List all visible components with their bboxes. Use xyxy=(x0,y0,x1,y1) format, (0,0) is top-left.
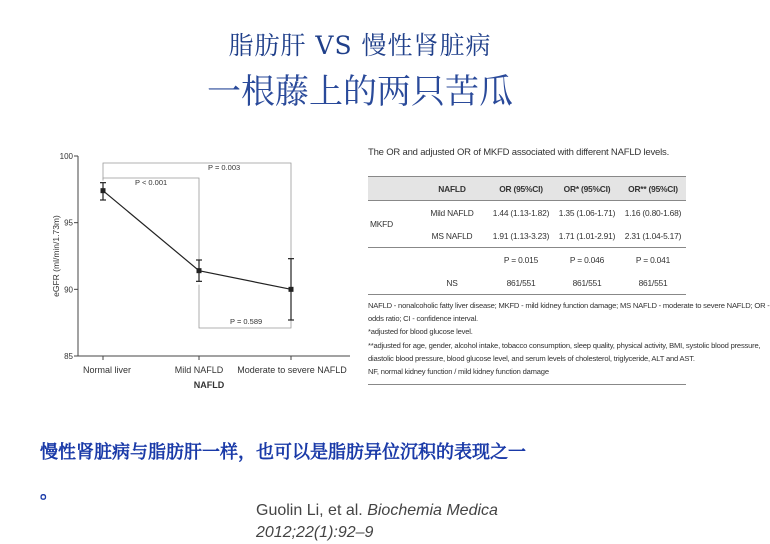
table-header-cell: NAFLD xyxy=(416,177,488,201)
series-line xyxy=(103,191,291,290)
table-note: **adjusted for age, gender, alcohol intake, tobacco consumption, sleep quality, physical activity, BMI, systolic blood pressure, xyxy=(368,340,761,350)
chart-axes xyxy=(78,156,350,356)
chart-y-axis-label: eGFR (ml/min/1.73m) xyxy=(51,215,61,297)
citation xyxy=(256,500,498,544)
table-cell: 1.71 (1.01-2.91) xyxy=(554,224,620,248)
table-row xyxy=(368,224,686,248)
chart-x-labels xyxy=(83,365,347,375)
table-cell: 2.31 (1.04-5.17) xyxy=(620,224,686,248)
y-tick-label: 85 xyxy=(64,352,73,361)
x-tick-label: Normal liver xyxy=(82,365,132,375)
table-cell: 1.44 (1.13-1.82) xyxy=(492,207,550,218)
chart-y-ticks xyxy=(60,152,291,361)
table-cell: P = 0.041 xyxy=(635,254,671,265)
table-header-cell: OR (95%CI) xyxy=(488,177,554,201)
table-note: *adjusted for blood glucose level. xyxy=(368,327,473,337)
y-tick-label: 90 xyxy=(64,285,73,295)
citation-journal: Biochemia Medica xyxy=(367,502,498,519)
p-bracket-normal-mild xyxy=(103,178,199,261)
table-cell: 861/551 xyxy=(554,271,620,295)
table-row xyxy=(368,248,686,272)
slide-title: 脂肪肝 VS 慢性肾脏病 xyxy=(228,31,492,60)
chart-series xyxy=(100,183,294,320)
table-note: diastolic blood pressure, blood glucose level, and serum levels of cholesterol, triglyceride, ALT and AST. xyxy=(368,353,695,363)
table-cell: MS NAFLD xyxy=(416,224,488,248)
data-point xyxy=(101,188,106,193)
slide-subtitle: 一根藤上的两只苦瓜 xyxy=(207,72,513,112)
table-cell: NS xyxy=(416,271,488,295)
citation-ref: 2012;22(1):92–9 xyxy=(256,524,374,541)
table-header-cell: OR* (95%CI) xyxy=(554,177,620,201)
table-cell: P = 0.046 xyxy=(569,254,605,265)
table-cell: 861/551 xyxy=(620,271,686,295)
table-cell xyxy=(368,271,416,295)
table-header-row xyxy=(368,177,686,201)
p-value-label: P < 0.001 xyxy=(135,178,168,187)
x-tick-label: Moderate to severe NAFLD xyxy=(237,365,347,375)
table-group-label: MKFD xyxy=(368,201,416,248)
p-value-label: P = 0.589 xyxy=(230,317,263,326)
table-cell xyxy=(416,248,488,272)
conclusion-text-end: 。 xyxy=(40,482,58,503)
table-note: odds ratio; CI - confidence interval. xyxy=(368,314,478,324)
table-row xyxy=(368,271,686,295)
y-tick-label: 100 xyxy=(59,152,73,161)
data-point xyxy=(197,268,202,273)
or-table xyxy=(368,176,686,295)
table-caption: The OR and adjusted OR of MKFD associated with different NAFLD levels. xyxy=(368,147,670,158)
chart-x-axis-label: NAFLD xyxy=(193,380,225,390)
table-cell xyxy=(368,248,416,272)
table-bottom-rule xyxy=(368,378,686,385)
chart-p-brackets xyxy=(103,163,291,328)
table-note: NAFLD - nonalcoholic fatty liver disease; MKFD - mild kidney function damage; MS NAFLD - moderate to severe NAFLD; OR - xyxy=(368,301,770,310)
table-cell: 1.16 (0.80-1.68) xyxy=(624,207,682,218)
y-tick-label: 95 xyxy=(64,218,73,228)
table-notes xyxy=(368,295,770,378)
x-tick-label: Mild NAFLD xyxy=(174,365,224,375)
citation-author: Guolin Li, et al. xyxy=(256,502,363,519)
table-row xyxy=(368,201,686,225)
table-cell: P = 0.015 xyxy=(503,254,539,265)
egfr-line-chart xyxy=(40,145,360,395)
table-note: NF, normal kidney function / mild kidney function damage xyxy=(368,367,549,377)
or-table-panel xyxy=(368,147,770,385)
table-header-cell xyxy=(368,177,416,201)
conclusion-text: 慢性肾脏病与脂肪肝一样，也可以是脂肪异位沉积的表现之一 xyxy=(40,442,526,463)
table-cell: 1.35 (1.06-1.71) xyxy=(558,207,616,218)
table-header-cell: OR** (95%CI) xyxy=(620,177,686,201)
table-cell: 861/551 xyxy=(488,271,554,295)
p-value-label: P = 0.003 xyxy=(208,163,241,172)
table-cell: 1.91 (1.13-3.23) xyxy=(488,224,554,248)
table-cell: Mild NAFLD xyxy=(430,207,474,218)
data-point xyxy=(289,287,294,292)
